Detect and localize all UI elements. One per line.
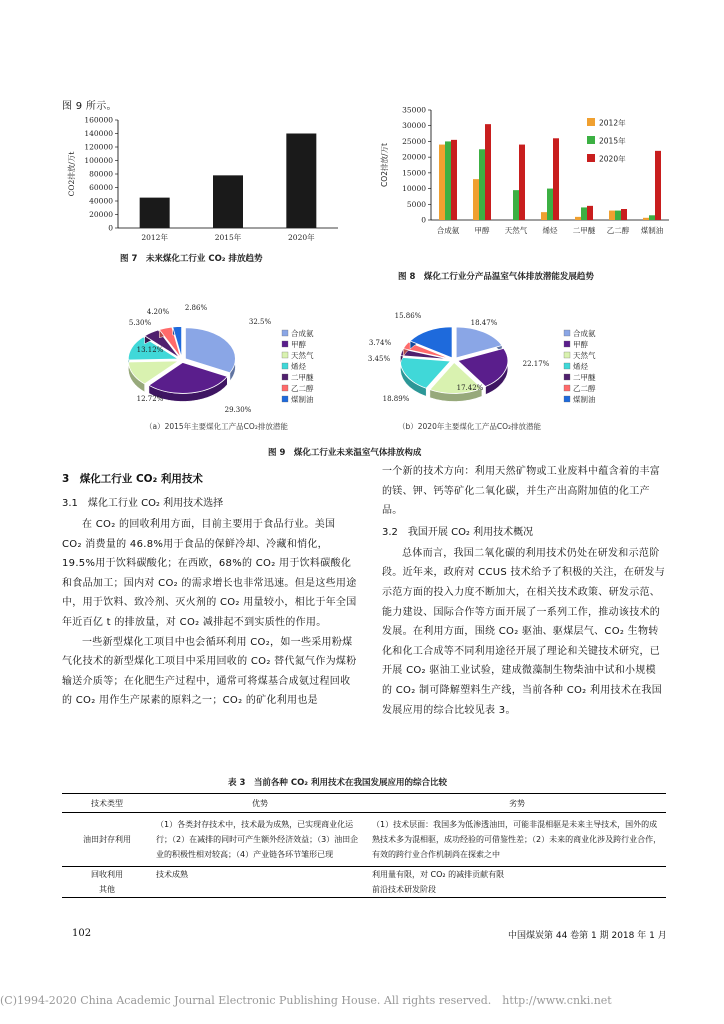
bar-2012年 bbox=[439, 145, 445, 220]
legend-swatch bbox=[564, 363, 570, 369]
legend-swatch bbox=[564, 374, 570, 380]
bar-2020年 bbox=[655, 151, 661, 220]
pie-value-label: 17.42% bbox=[456, 384, 484, 392]
legend-label: 2015年 bbox=[599, 136, 626, 146]
table-cell: （1）技术层面：我国多为低渗透油田，可能非混相驱是未来主导技术，国外的成熟技术多为混相驱，成功经验的可借鉴性差；（2）未来的商业化涉及跨行业合作，有效的跨行业合作机制尚在探索之中 bbox=[368, 813, 666, 867]
legend-swatch bbox=[282, 374, 288, 380]
legend-label: 甲醇 bbox=[573, 340, 588, 349]
left-column bbox=[62, 468, 358, 711]
y-tick-label: 80000 bbox=[89, 169, 113, 179]
bar-2015年 bbox=[649, 215, 655, 220]
legend-swatch bbox=[587, 136, 595, 144]
figure-9-caption: 图 9 煤化工行业未来温室气体排放构成 bbox=[268, 448, 422, 458]
x-tick-label: 甲醇 bbox=[474, 226, 490, 235]
figure-7-caption: 图 7 未来煤化工行业 CO₂ 排放趋势 bbox=[120, 254, 263, 264]
y-tick-label: 100000 bbox=[84, 156, 113, 165]
right-column bbox=[382, 462, 666, 720]
pie-value-label: 12.72% bbox=[136, 395, 164, 403]
y-tick-label: 25000 bbox=[402, 136, 426, 146]
table-header-cell: 劣势 bbox=[368, 794, 666, 813]
y-tick-label: 5000 bbox=[406, 199, 426, 209]
legend-label: 煤制油 bbox=[291, 395, 314, 404]
page-number: 102 bbox=[72, 928, 92, 939]
bar bbox=[140, 198, 170, 228]
table-header-row bbox=[62, 794, 666, 813]
legend-label: 乙二醇 bbox=[291, 384, 314, 393]
y-tick-label: 0 bbox=[108, 223, 113, 233]
bar-2020年 bbox=[553, 138, 559, 220]
pie-value-label: 29.30% bbox=[224, 406, 252, 414]
legend-swatch bbox=[587, 118, 595, 126]
y-tick-label: 0 bbox=[421, 215, 426, 225]
legend-label: 合成氨 bbox=[573, 329, 596, 338]
table-cell: 其他 bbox=[62, 882, 152, 898]
bar bbox=[213, 175, 243, 228]
x-tick-label: 二甲醚 bbox=[572, 226, 596, 235]
table-cell: 前沿技术研发阶段 bbox=[368, 882, 666, 898]
legend-swatch bbox=[564, 330, 570, 336]
figure-8-chart bbox=[375, 104, 675, 256]
table-cell: 油田封存利用 bbox=[62, 813, 152, 867]
pie-value-label: 3.45% bbox=[367, 355, 391, 363]
table-cell: 利用量有限，对 CO₂ 的减排贡献有限 bbox=[372, 870, 505, 879]
bar-2020年 bbox=[587, 206, 593, 220]
legend-label: 2020年 bbox=[599, 154, 626, 164]
left-paragraph-2: 一些新型煤化工项目中也会循环利用 CO₂，如一些采用粉煤气化技术的新型煤化工项目中采用回收的 CO₂ 替代氮气作为煤粉输送介质等；在化肥生产过程中，通常可将煤基合成氨过程回收的 CO₂ 用作生产尿素的原料之一；CO₂ 的矿化利用也是 bbox=[62, 636, 357, 707]
legend-label: 天然气 bbox=[573, 351, 596, 360]
bar-2012年 bbox=[575, 217, 581, 220]
legend-label: 天然气 bbox=[291, 351, 314, 360]
y-tick-label: 120000 bbox=[84, 142, 113, 152]
legend-label: 二甲醚 bbox=[573, 373, 596, 382]
bar-2012年 bbox=[541, 212, 547, 220]
pie-value-label: 3.74% bbox=[368, 339, 392, 347]
table-row bbox=[62, 813, 666, 867]
y-tick-label: 10000 bbox=[402, 184, 426, 194]
bar-2020年 bbox=[485, 124, 491, 220]
figure-8-caption: 图 8 煤化工行业分产品温室气体排放潜能发展趋势 bbox=[398, 272, 594, 282]
y-tick-label: 60000 bbox=[89, 183, 113, 192]
table-cell: （1）各类封存技术中，技术最为成熟，已实现商业化运行；（2）在减排的同时可产生额外经济效益；（3）油田企业的积极性相对较高；（4）产业链各环节雏形已现 bbox=[152, 813, 368, 867]
pie-value-label: 18.47% bbox=[470, 319, 498, 327]
legend-swatch bbox=[564, 352, 570, 358]
legend-swatch bbox=[282, 385, 288, 391]
y-tick-label: 140000 bbox=[84, 129, 113, 138]
legend-swatch bbox=[282, 363, 288, 369]
section-3-heading: 3 煤化工行业 CO₂ 利用技术 bbox=[62, 473, 203, 485]
legend-label: 煤制油 bbox=[573, 395, 596, 404]
y-tick-label: 15000 bbox=[402, 168, 426, 178]
x-tick-label: 煤制油 bbox=[640, 226, 664, 235]
legend-label: 烯烃 bbox=[291, 362, 306, 371]
legend-swatch bbox=[587, 154, 595, 162]
legend-swatch bbox=[282, 396, 288, 402]
y-tick-label: 20000 bbox=[89, 210, 113, 219]
table-row bbox=[62, 867, 666, 883]
pie-value-label: 13.12% bbox=[136, 346, 164, 354]
legend-label: 二甲醚 bbox=[291, 373, 314, 382]
pie-value-label: 5.30% bbox=[128, 319, 152, 327]
figure-9a-caption: （a）2015年主要煤化工产品CO₂排放潜能 bbox=[145, 422, 288, 431]
pie-value-label: 4.20% bbox=[146, 308, 170, 316]
bar-2012年 bbox=[643, 218, 649, 220]
legend-swatch bbox=[564, 341, 570, 347]
y-tick-label: 20000 bbox=[402, 152, 426, 162]
x-tick-label: 烯烃 bbox=[542, 226, 558, 235]
pie-value-label: 15.86% bbox=[394, 312, 422, 320]
y-tick-label: 40000 bbox=[89, 196, 113, 206]
figure-7-chart bbox=[60, 112, 350, 252]
table-row bbox=[62, 882, 666, 898]
watermark-text: (C)1994-2020 China Academic Journal Electronic Publishing House. All rights reserved. http://www.cnki.net bbox=[0, 994, 612, 1007]
bar-2012年 bbox=[609, 211, 615, 220]
legend-swatch bbox=[282, 330, 288, 336]
y-tick-label: 160000 bbox=[84, 115, 113, 125]
legend-label: 乙二醇 bbox=[573, 384, 596, 393]
table-3 bbox=[62, 793, 666, 898]
pie-value-label: 22.17% bbox=[522, 360, 550, 368]
figure-9b-caption: （b）2020年主要煤化工产品CO₂排放潜能 bbox=[398, 422, 541, 431]
bar-2015年 bbox=[615, 211, 621, 220]
legend-label: 烯烃 bbox=[573, 362, 588, 371]
table-3-title: 表 3 当前各种 CO₂ 利用技术在我国发展应用的综合比较 bbox=[228, 778, 447, 788]
section-3-2-heading: 3.2 我国开展 CO₂ 利用技术概况 bbox=[382, 526, 534, 538]
left-paragraph-1: 在 CO₂ 的回收利用方面，目前主要用于食品行业。美国 CO₂ 消费量的 46.8%用于食品的保鲜冷却、冷藏和悄化，19.5%用于饮料碳酸化；在西欧，68%的 CO₂ 用于饮料碳酸化和食品加工；国内对 CO₂ 的需求增长也非常迅速。但是这些用途中，用于饮料、致冷剂、灭火剂的 CO₂ 用量较小，相比于年全国年近百亿 t 的排放量，对 CO₂ 减排起不到实质性的作用。 bbox=[62, 519, 357, 628]
legend-label: 2012年 bbox=[599, 118, 626, 128]
legend-label: 合成氨 bbox=[291, 329, 314, 338]
bar-2020年 bbox=[519, 145, 525, 220]
y-tick-label: 30000 bbox=[402, 121, 426, 131]
right-paragraph-0: 一个新的技术方向：利用天然矿物或工业废料中蕴含着的丰富的镁、钾、钙等矿化二氧化碳，并生产出高附加值的化工产品。 bbox=[382, 466, 661, 517]
table-cell: 回收利用 bbox=[91, 870, 123, 879]
x-tick-label: 合成氨 bbox=[436, 226, 460, 235]
bar-2015年 bbox=[479, 149, 485, 220]
y-tick-label: 35000 bbox=[402, 105, 426, 115]
x-tick-label: 乙二醇 bbox=[606, 226, 630, 235]
y-axis-label: CO2排放/万t bbox=[67, 151, 76, 197]
x-tick-label: 2020年 bbox=[288, 233, 315, 242]
bar-2015年 bbox=[445, 141, 451, 220]
intro-text: 图 9 所示。 bbox=[62, 101, 117, 112]
figure-9a-chart bbox=[110, 298, 350, 420]
legend-swatch bbox=[282, 341, 288, 347]
legend-swatch bbox=[564, 396, 570, 402]
bar-2015年 bbox=[513, 190, 519, 220]
legend-label: 甲醇 bbox=[291, 340, 306, 349]
journal-info: 中国煤炭第 44 卷第 1 期 2018 年 1 月 bbox=[508, 931, 667, 941]
table-cell bbox=[152, 882, 368, 898]
pie-value-label: 18.89% bbox=[382, 395, 410, 403]
bar-2020年 bbox=[451, 140, 457, 220]
pie-value-label: 32.5% bbox=[248, 318, 272, 326]
x-tick-label: 天然气 bbox=[504, 226, 528, 235]
pie-value-label: 2.86% bbox=[184, 304, 208, 312]
right-paragraph-1: 总体而言，我国二氧化碳的利用技术仍处在研发和示范阶段。近年来，政府对 CCUS 技术给予了积极的关注，在研发与示范方面的投入力度不断加大，在相关技术政策、研发示范、能力建设、国际合作等方面开展了一系列工作，推动该技术的发展。在利用方面，围绕 CO₂ 驱油、驱煤层气、CO₂ 生物转化和化工合成等不同利用途径开展了理论和关键技术研究，已开展 CO₂ 驱油工业试验，建成微藻制生物柴油中试和小规模的 CO₂ 制可降解塑料生产线，当前各种 CO₂ 利用技术在我国发展应用的综合比较见表 3。 bbox=[382, 547, 665, 716]
bar-2020年 bbox=[621, 209, 627, 220]
y-axis-label: CO2排放/万t bbox=[380, 143, 389, 187]
bar bbox=[286, 134, 316, 229]
x-tick-label: 2015年 bbox=[214, 233, 242, 242]
bar-2015年 bbox=[547, 189, 553, 220]
legend-swatch bbox=[282, 352, 288, 358]
section-3-1-heading: 3.1 煤化工行业 CO₂ 利用技术选择 bbox=[62, 498, 224, 509]
legend-swatch bbox=[564, 385, 570, 391]
x-tick-label: 2012年 bbox=[141, 233, 168, 242]
table-header-cell: 技术类型 bbox=[62, 794, 152, 813]
bar-2012年 bbox=[473, 179, 479, 220]
bar-2015年 bbox=[581, 207, 587, 220]
table-cell: 技术成熟 bbox=[156, 870, 188, 879]
table-header-cell: 优势 bbox=[152, 794, 368, 813]
figure-9b-chart bbox=[360, 298, 620, 420]
